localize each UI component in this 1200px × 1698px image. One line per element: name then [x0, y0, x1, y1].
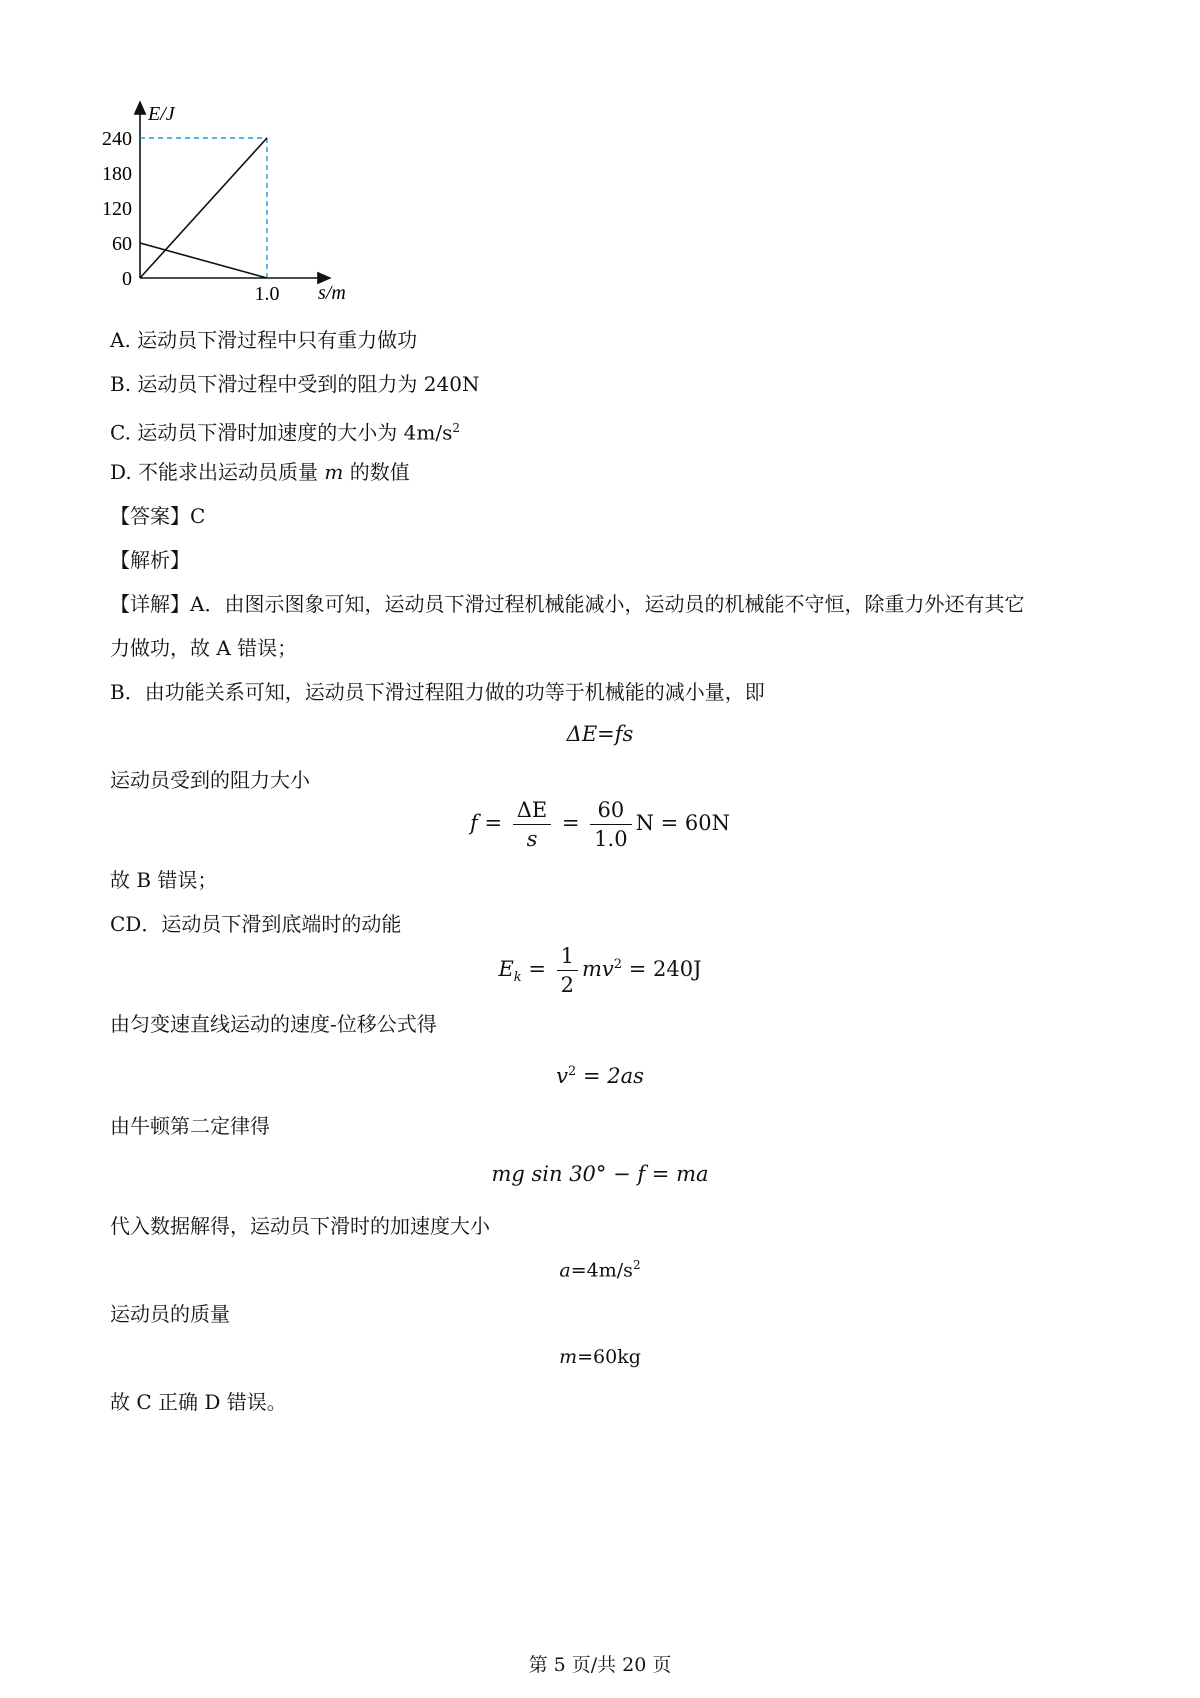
eq2-fraction-1	[513, 796, 552, 853]
detail-line-1: 【详解】A．由图示图象可知，运动员下滑过程机械能减小，运动员的机械能不守恒，除重力外还有其它	[110, 592, 1025, 616]
eq4-post: = 2as	[576, 1064, 644, 1088]
equation-1: ΔE=fs	[566, 722, 634, 746]
y-tick-label: 180	[102, 163, 132, 185]
y-tick-label: 0	[122, 268, 132, 290]
detail-line-9: 代入数据解得，运动员下滑时的加速度大小	[110, 1214, 490, 1238]
equation-4	[0, 1064, 1200, 1088]
eq3-num: 1	[557, 942, 578, 971]
eq3-sub: k	[513, 970, 522, 986]
answer-value: C	[190, 504, 206, 528]
eq2-tail: N = 60N	[635, 811, 730, 835]
equation-6	[0, 1258, 1200, 1281]
y-tick-label: 60	[112, 233, 132, 255]
answer	[110, 502, 205, 530]
eq7-pre: m	[559, 1346, 578, 1368]
eq2-num1: ΔE	[513, 796, 552, 825]
detail-line-5: 故 B 错误；	[110, 868, 218, 892]
x-tick-label: 1.0	[254, 283, 280, 305]
detail-line-6: CD．运动员下滑到底端时的动能	[110, 912, 402, 936]
option-d-var: m	[324, 460, 344, 484]
detail-line-2: 力做功，故 A 错误；	[110, 636, 298, 660]
eq6-mid: =4m/s	[570, 1259, 633, 1282]
eq3-fraction	[557, 942, 578, 999]
option-d-post: 的数值	[343, 460, 410, 484]
equation-5: mg sin 30° − f = ma	[491, 1162, 709, 1186]
x-axis-label: s/m	[318, 282, 346, 304]
eq6-sup: 2	[632, 1258, 641, 1272]
y-axis-label: E/J	[148, 103, 175, 125]
option-c	[110, 414, 460, 447]
detail-line-8: 由牛顿第二定律得	[110, 1114, 270, 1138]
option-c-sup: 2	[452, 421, 460, 435]
energy-displacement-graph	[90, 90, 380, 330]
detail-line-3: B．由功能关系可知，运动员下滑过程阻力做的功等于机械能的减小量，即	[110, 680, 765, 704]
eq3-tail-pre: mv	[582, 957, 614, 981]
eq3-tail-sup: 2	[613, 957, 623, 972]
detail-line-4: 运动员受到的阻力大小	[110, 768, 310, 792]
detail-line-7: 由匀变速直线运动的速度-位移公式得	[110, 1012, 437, 1036]
eq7-post: =60kg	[577, 1346, 641, 1368]
eq2-den1: s	[526, 827, 538, 851]
option-a: A. 运动员下滑过程中只有重力做功	[110, 328, 418, 352]
eq4-pre: v	[556, 1064, 568, 1088]
eq4-sup: 2	[567, 1064, 577, 1079]
y-tick-label: 240	[102, 128, 132, 150]
option-d-pre: D. 不能求出运动员质量	[110, 460, 325, 484]
option-c-text: C. 运动员下滑时加速度的大小为 4m/s	[110, 420, 453, 445]
answer-label: 【答案】	[110, 504, 190, 528]
eq6-pre: a	[559, 1259, 571, 1282]
eq3-tail-post: = 240J	[622, 957, 702, 981]
series-line-2	[140, 243, 267, 278]
equation-7	[0, 1346, 1200, 1368]
option-b: B. 运动员下滑过程中受到的阻力为 240N	[110, 372, 480, 396]
option-d	[110, 458, 410, 486]
detail-line-10: 运动员的质量	[110, 1302, 230, 1326]
y-tick-label: 120	[102, 198, 132, 220]
eq2-num2: 60	[590, 796, 631, 825]
analysis-label: 【解析】	[110, 548, 190, 572]
eq2-fraction-2	[590, 796, 631, 853]
equation-3: $E_k$ = $\frac{1}{2}$ $mv^2 = 240J$	[498, 944, 702, 997]
eq3-den: 2	[560, 973, 575, 997]
series-line-1	[140, 138, 267, 278]
equation-2: f = $\frac{\Delta E}{s}$ = $\frac{60}{1.0}$ N = 60N	[469, 798, 730, 851]
eq3-lhs: E	[498, 957, 514, 981]
eq2-lhs: f	[469, 811, 478, 835]
detail-line-11: 故 C 正确 D 错误。	[110, 1390, 287, 1414]
page-footer: 第 5 页/共 20 页	[528, 1654, 672, 1676]
eq2-den2: 1.0	[594, 827, 628, 851]
